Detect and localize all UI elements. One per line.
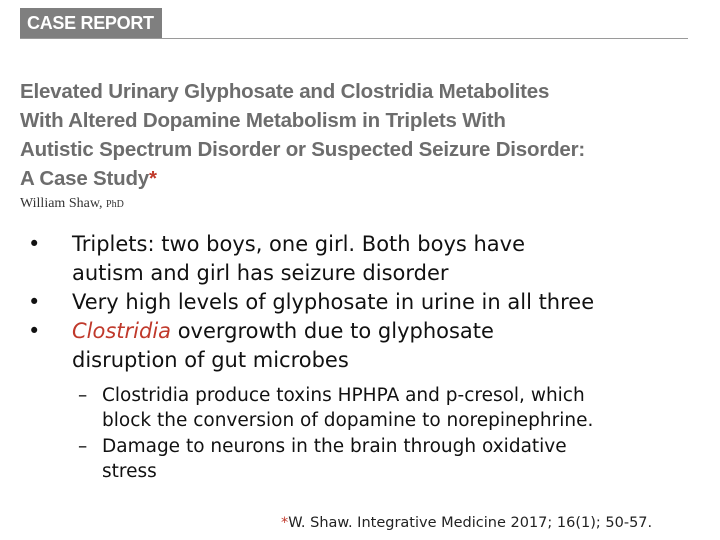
author-byline [20,196,124,212]
bullet-item [0,317,720,375]
title-line: Elevated Urinary Glyphosate and Clostridia Metabolites [20,80,550,103]
bullet-text-line [72,317,720,346]
sub-bullet-dash-icon: – [78,385,88,406]
bullet-list [0,230,720,484]
clostridia-highlight: Clostridia [72,319,172,343]
bullet-item [0,288,720,317]
case-report-tab: CASE REPORT [20,8,162,38]
title-line-text: A Case Study [20,167,149,190]
citation-footnote [281,515,652,531]
sub-bullet-item [0,383,720,433]
bullet-text-line: disruption of gut microbes [72,348,349,372]
bullet-text-line: Very high levels of glyphosate in urine in all three [72,290,595,314]
title-line: Autistic Spectrum Disorder or Suspected Seizure Disorder: [20,138,586,161]
citation-marker: * [281,515,289,531]
bullet-text-rest: overgrowth due to glyphosate [171,319,494,343]
sub-bullet-text-line: stress [102,461,157,482]
citation-text: W. Shaw. Integrative Medicine 2017; 16(1); 50-57. [288,515,653,531]
header-rule [20,38,688,39]
sub-bullet-dash-icon: – [78,436,88,457]
sub-bullet-text-line: block the conversion of dopamine to norepinephrine. [102,410,594,431]
sub-bullet-text-line: Damage to neurons in the brain through oxidative [102,436,567,457]
title-line [20,164,700,193]
title-line: With Altered Dopamine Metabolism in Triplets With [20,109,506,132]
bullet-dot-icon: • [28,290,41,314]
author-degree: PhD [106,199,124,210]
bullet-text-line: Triplets: two boys, one girl. Both boys have [72,232,526,256]
author-name: William Shaw, [20,196,103,211]
article-title [20,77,700,193]
sub-bullet-text-line: Clostridia produce toxins HPHPA and p-cresol, which [102,385,585,406]
bullet-dot-icon: • [28,232,41,256]
bullet-text-line: autism and girl has seizure disorder [72,261,449,285]
bullet-dot-icon: • [28,319,41,343]
bullet-item [0,230,720,288]
title-footnote-marker: * [149,167,157,190]
sub-bullet-item [0,434,720,484]
